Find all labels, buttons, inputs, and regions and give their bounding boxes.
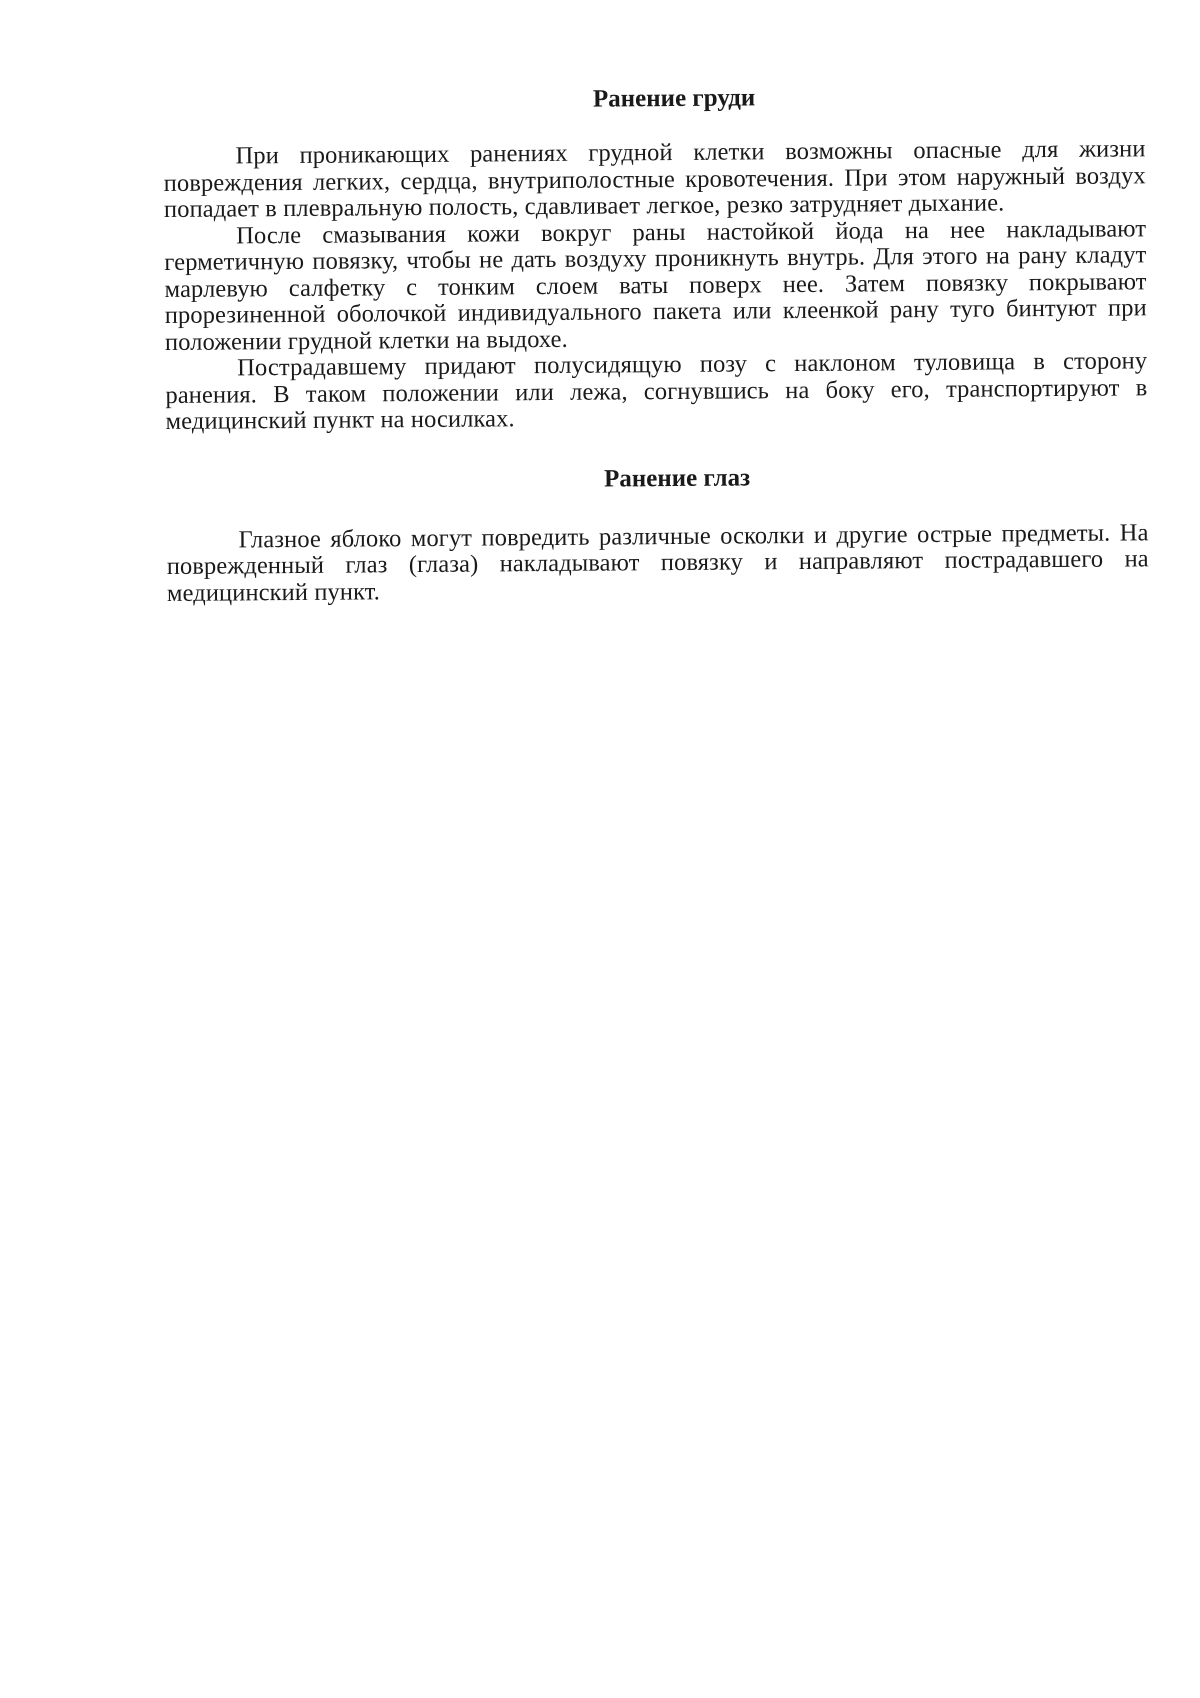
paragraph: Пострадавшему придают полусидящую позу с наклоном туловища в сторону ранения. В таком положении или лежа, согнувшись на боку его, транспортируют в медицинский пункт на носилках.: [165, 347, 1148, 435]
paragraph: При проникающих ранениях грудной клетки возможны опасные для жизни повреждения легких, сердца, внутриполостные кровотечения. При этом наружный воздух попадает в плевральную полость, сдавливает легкое, резко затрудняет дыхание.: [163, 135, 1146, 223]
paragraph: После смазывания кожи вокруг раны настойкой йода на нее накладывают герметичную повязку, чтобы не дать воздуху проникнуть внутрь. Для этого на рану кладут марлевую салфетку с тонким слоем ваты поверх нее. Затем повязку покрывают прорезиненной оболочкой индивидуального пакета или клеенкой рану туго бинтуют при положении грудной клетки на выдохе.: [164, 214, 1147, 356]
section-title-chest-wound: Ранение груди: [592, 84, 756, 113]
document-content: [163, 80, 1149, 607]
section-title-eye-wound: Ранение глаз: [603, 463, 751, 493]
paragraph: Глазное яблоко могут повредить различные осколки и другие острые предметы. На поврежденный глаз (глаза) накладывают повязку и направляют пострадавшего на медицинский пункт.: [166, 518, 1149, 607]
